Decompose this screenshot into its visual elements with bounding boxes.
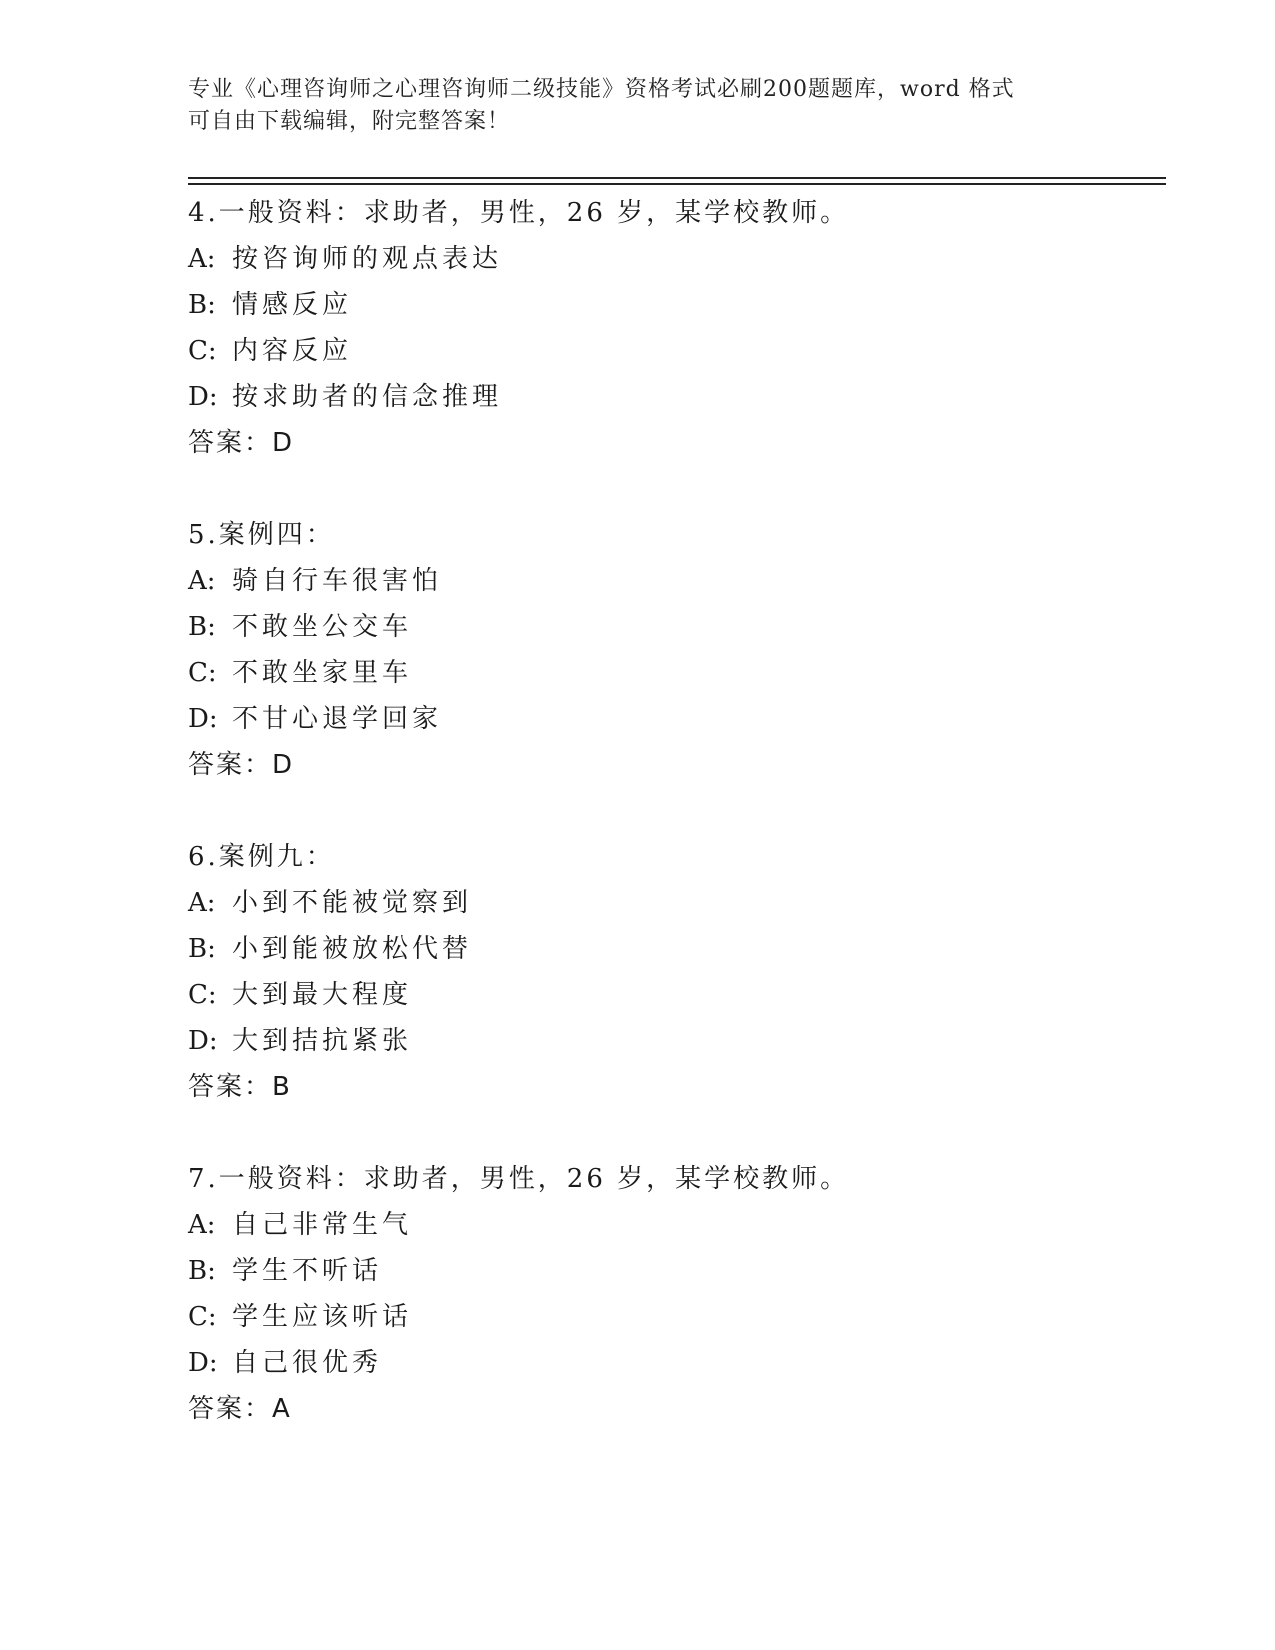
option-a	[188, 880, 1168, 926]
answer-line: 答案：D	[188, 750, 295, 780]
option-c	[188, 328, 1168, 374]
option-letter: B:	[188, 934, 216, 964]
answer-line: 答案：A	[188, 1394, 292, 1424]
option-b	[188, 926, 1168, 972]
question-stem: 4.一般资料：求助者，男性，26 岁，某学校教师。	[188, 198, 850, 228]
option-text: 情感反应	[232, 290, 353, 320]
option-letter: C:	[188, 980, 217, 1010]
option-text: 内容反应	[232, 336, 353, 366]
option-letter: B:	[188, 1256, 216, 1286]
question-list	[188, 190, 1168, 1478]
option-letter: A:	[188, 888, 216, 918]
option-text: 小到能被放松代替	[232, 934, 473, 964]
option-b	[188, 282, 1168, 328]
option-c	[188, 1294, 1168, 1340]
option-text: 按求助者的信念推理	[232, 382, 503, 412]
option-text: 按咨询师的观点表达	[232, 244, 503, 274]
option-d	[188, 696, 1168, 742]
answer-line: 答案：B	[188, 1072, 292, 1102]
option-letter: B:	[188, 612, 216, 642]
option-text: 自己很优秀	[232, 1348, 383, 1378]
header-line-2: 可自由下载编辑，附完整答案！	[188, 109, 511, 134]
option-d	[188, 1018, 1168, 1064]
option-letter: D:	[188, 1348, 218, 1378]
option-letter: A:	[188, 244, 216, 274]
question-6	[188, 834, 1168, 1156]
option-text: 不敢坐家里车	[232, 658, 413, 688]
option-a	[188, 236, 1168, 282]
option-letter: C:	[188, 336, 217, 366]
question-stem: 7.一般资料：求助者，男性，26 岁，某学校教师。	[188, 1164, 850, 1194]
option-text: 大到最大程度	[232, 980, 413, 1010]
option-letter: B:	[188, 290, 216, 320]
option-text: 小到不能被觉察到	[232, 888, 473, 918]
option-text: 学生应该听话	[232, 1302, 413, 1332]
question-4	[188, 190, 1168, 512]
header-divider-top	[188, 177, 1166, 179]
option-letter: D:	[188, 704, 218, 734]
option-text: 不甘心退学回家	[232, 704, 443, 734]
document-header	[188, 74, 1088, 138]
option-a	[188, 1202, 1168, 1248]
option-text: 不敢坐公交车	[232, 612, 413, 642]
option-d	[188, 1340, 1168, 1386]
option-c	[188, 972, 1168, 1018]
option-b	[188, 604, 1168, 650]
option-letter: C:	[188, 1302, 217, 1332]
answer-line: 答案：D	[188, 428, 295, 458]
option-d	[188, 374, 1168, 420]
option-a	[188, 558, 1168, 604]
option-letter: C:	[188, 658, 217, 688]
option-text: 学生不听话	[232, 1256, 383, 1286]
option-letter: A:	[188, 566, 216, 596]
header-divider-bottom	[188, 183, 1166, 185]
header-line-1: 专业《心理咨询师之心理咨询师二级技能》资格考试必刷200题题库，word 格式	[188, 77, 1015, 102]
option-c	[188, 650, 1168, 696]
option-text: 自己非常生气	[232, 1210, 413, 1240]
option-letter: A:	[188, 1210, 216, 1240]
question-stem: 6.案例九：	[188, 842, 335, 872]
option-letter: D:	[188, 382, 218, 412]
option-text: 骑自行车很害怕	[232, 566, 443, 596]
question-7	[188, 1156, 1168, 1478]
option-letter: D:	[188, 1026, 218, 1056]
option-b	[188, 1248, 1168, 1294]
option-text: 大到拮抗紧张	[232, 1026, 413, 1056]
question-5	[188, 512, 1168, 834]
question-stem: 5.案例四：	[188, 520, 335, 550]
